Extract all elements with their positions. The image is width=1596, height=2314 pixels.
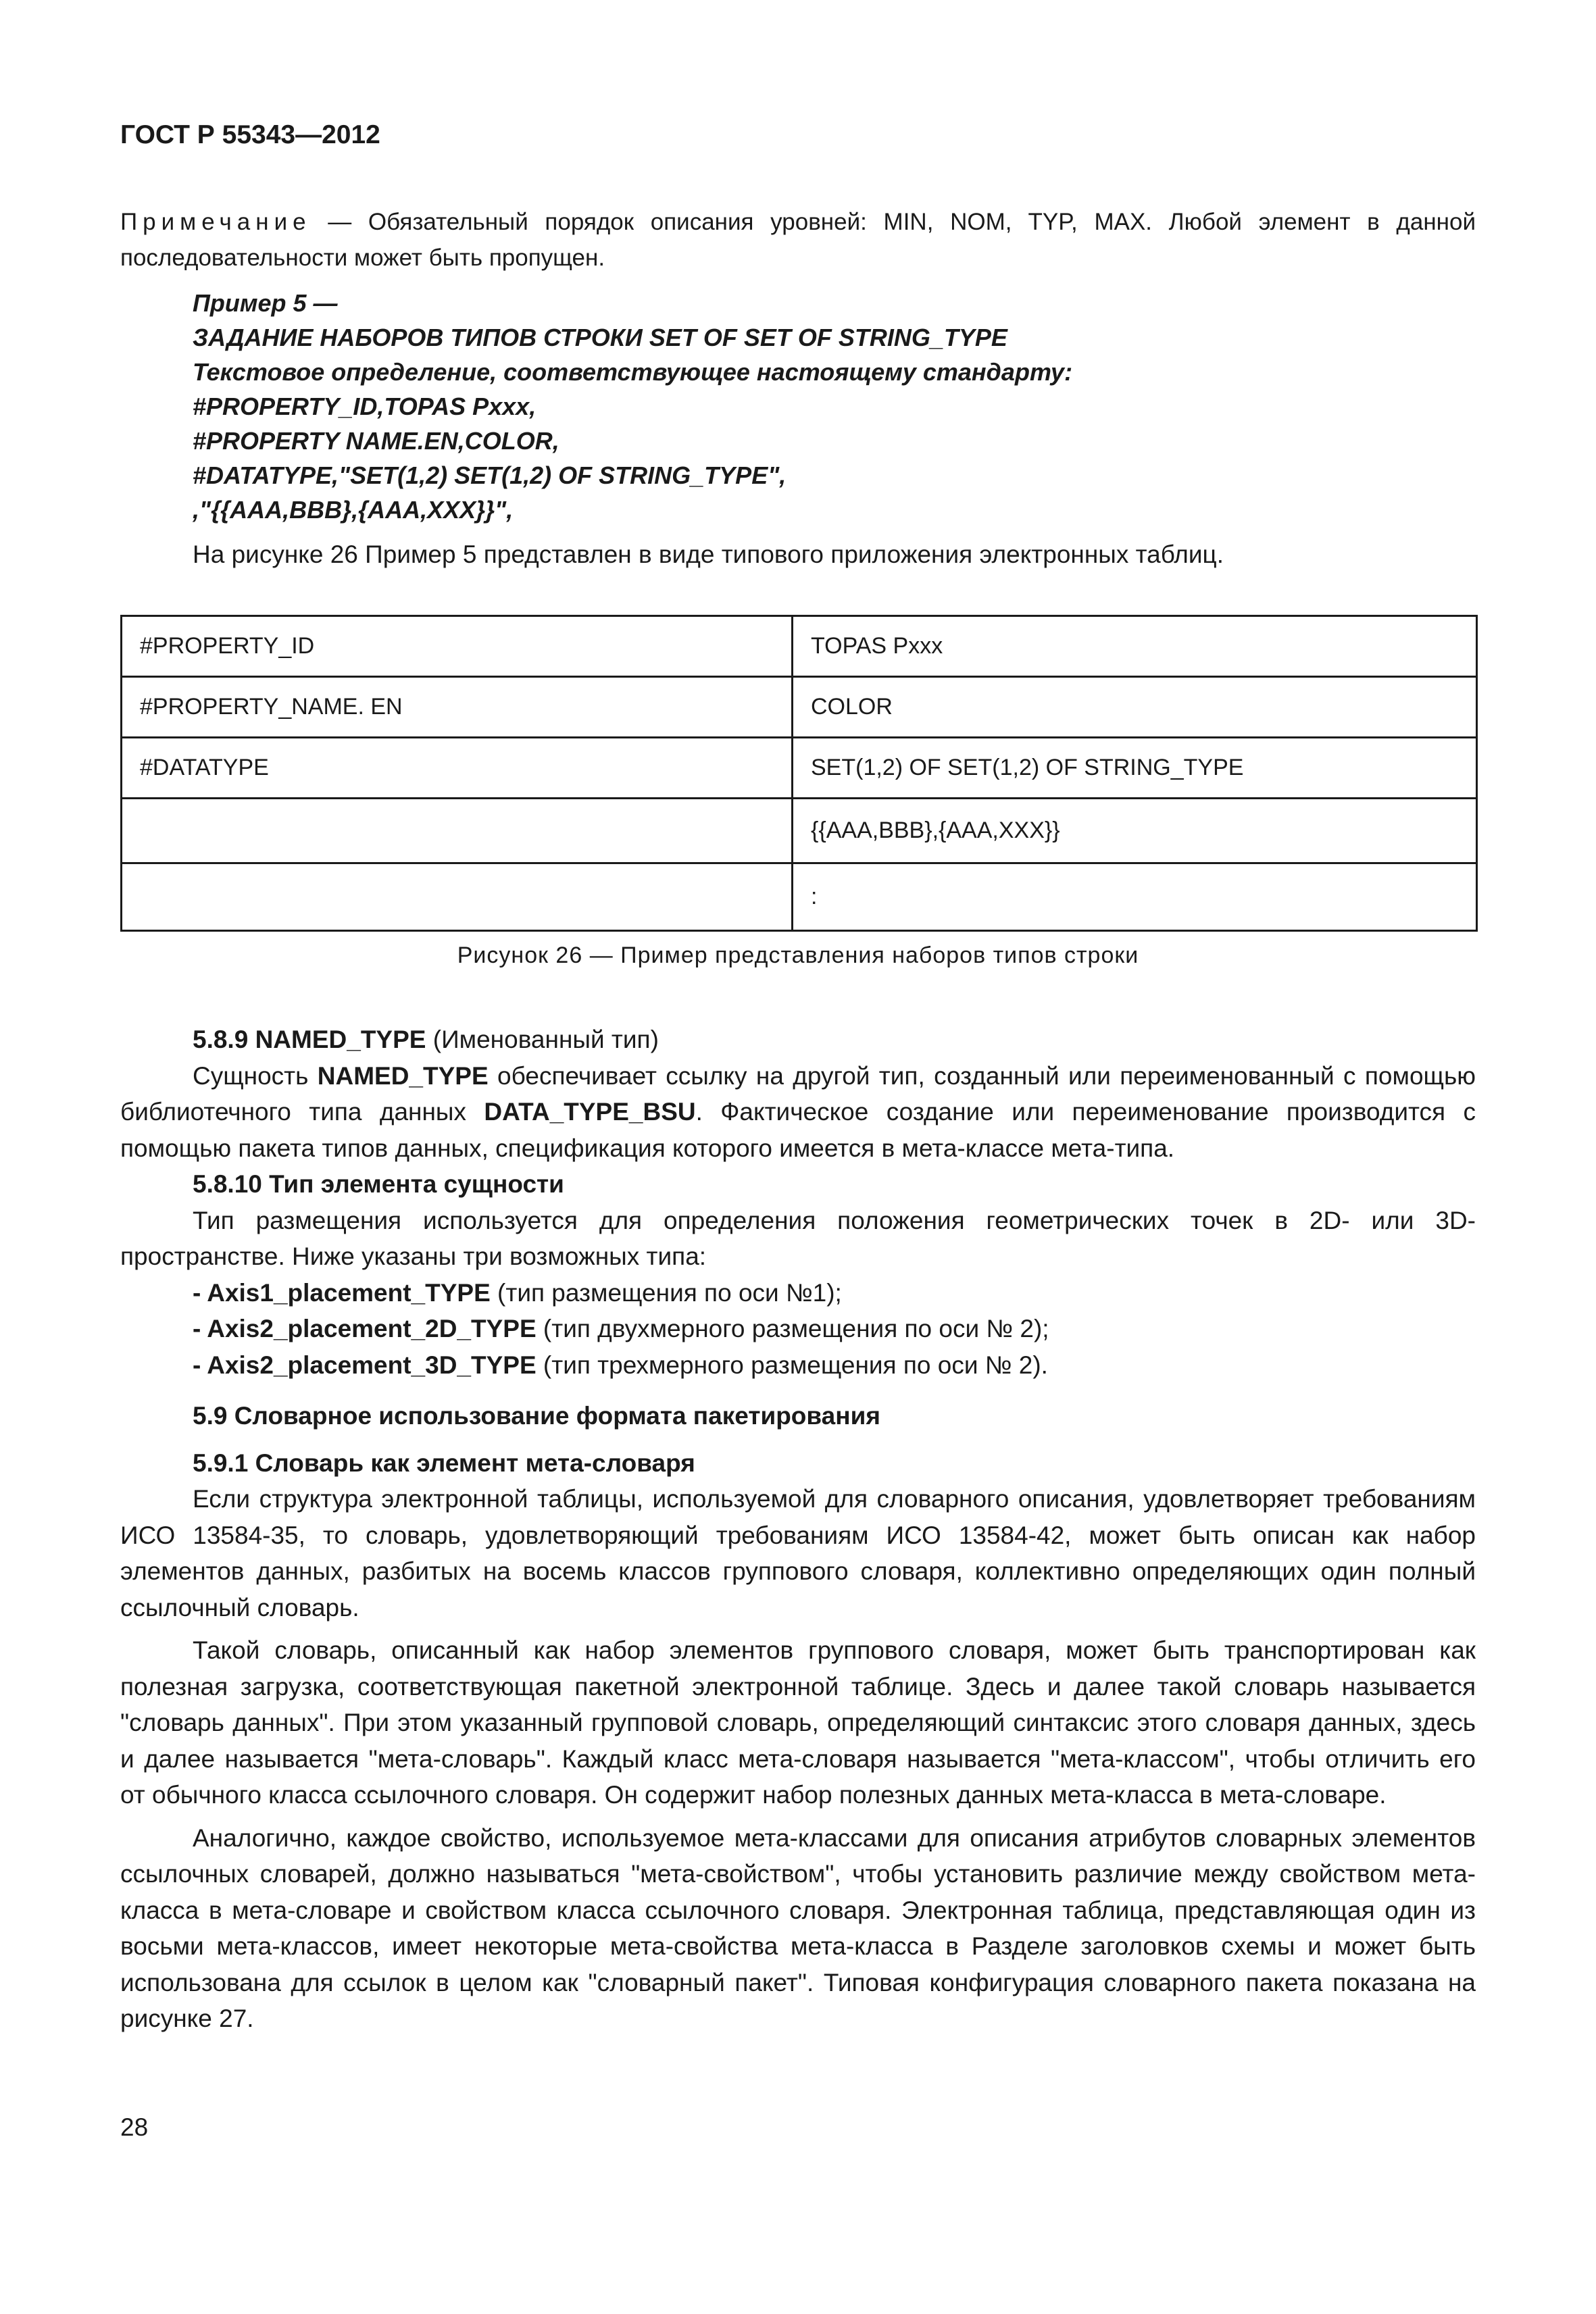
section-number: 5.8.9 bbox=[193, 1026, 255, 1053]
paragraph: Тип размещения используется для определения положения геометрических точек в 2D- или 3D-пространстве. Ниже указаны три возможных типа: bbox=[120, 1206, 1476, 1270]
table-cell bbox=[122, 799, 793, 863]
example-line: ЗАДАНИЕ НАБОРОВ ТИПОВ СТРОКИ SET OF SET OF STRING_TYPE bbox=[193, 324, 1007, 351]
table-cell: COLOR bbox=[793, 677, 1477, 738]
paragraph: Аналогично, каждое свойство, используемое мета-классами для описания атрибутов словарных элементов ссылочных словарей, должно называться "мета-свойством", чтобы установить различие между свойством мета-класса в мета-словаре и свойством класса ссылочного словаря. Электронная таблица, представляющая один из восьми мета-классов, имеет некоторые мета-свойства мета-класса в Разделе заголовков схемы и может быть использована для ссылок в целом как "словарный пакет". Типовая конфигурация словарного пакета показана на рисунке 27. bbox=[120, 1823, 1476, 2032]
table-row bbox=[122, 738, 1477, 799]
table-row bbox=[122, 677, 1477, 738]
term: - Axis1_placement_TYPE bbox=[193, 1278, 491, 1307]
note-text: — Обязательный порядок описания уровней: MIN, NOM, TYP, MAX. Любой элемент в данной последовательности может быть пропущен. bbox=[120, 209, 1476, 271]
example-block bbox=[193, 286, 1476, 527]
table-cell: #DATATYPE bbox=[122, 738, 793, 799]
example-line: Текстовое определение, соответствующее настоящему стандарту: bbox=[193, 358, 1073, 386]
table-cell: {{AAA,BBB},{AAA,XXX}} bbox=[793, 799, 1477, 863]
text-run: (тип двухмерного размещения по оси № 2); bbox=[536, 1315, 1049, 1342]
section-heading bbox=[120, 1022, 1476, 1058]
paragraph bbox=[120, 1058, 1476, 1167]
text-run: . Фактическое создание или переименование производится с помощью пакета типов данных, спецификация которого имеется в мета-классе мета-типа. bbox=[120, 1098, 1476, 1162]
list-item bbox=[120, 1275, 1476, 1311]
term: - Axis2_placement_3D_TYPE bbox=[193, 1351, 537, 1379]
body-text bbox=[120, 1022, 1476, 2037]
standard-header: ГОСТ Р 55343—2012 bbox=[120, 120, 380, 149]
example-line: #PROPERTY NAME.EN,COLOR, bbox=[193, 427, 559, 455]
example-line: #PROPERTY_ID,TOPAS Pxxx, bbox=[193, 393, 537, 420]
text-run: (тип трехмерного размещения по оси № 2). bbox=[536, 1351, 1048, 1379]
section-subtitle: (Именованный тип) bbox=[426, 1026, 659, 1053]
figure-caption: Рисунок 26 — Пример представления наборов типов строки bbox=[457, 942, 1139, 968]
text-run: (тип размещения по оси №1); bbox=[490, 1278, 842, 1307]
example-line: ,"{{AAA,BBB},{AAA,XXX}}", bbox=[193, 496, 514, 524]
term: DATA_TYPE_BSU bbox=[484, 1098, 696, 1126]
paragraph: Если структура электронной таблицы, используемой для словарного описания, удовлетворяет требованиям ИСО 13584-35, то словарь, удовлетворяющий требованиям ИСО 13584-42, может быть описан как набор элементов данных, разбитых на восемь классов группового словаря, коллективно определяющих один полный ссылочный словарь. bbox=[120, 1485, 1476, 1621]
table-cell: #PROPERTY_NAME. EN bbox=[122, 677, 793, 738]
table-row bbox=[122, 863, 1477, 931]
page-number: 28 bbox=[120, 2113, 149, 2141]
table-cell bbox=[122, 863, 793, 931]
note-lead: Примечание bbox=[120, 209, 311, 235]
table-cell: #PROPERTY_ID bbox=[122, 616, 793, 677]
table-cell: SET(1,2) OF SET(1,2) OF STRING_TYPE bbox=[793, 738, 1477, 799]
table-row bbox=[122, 616, 1477, 677]
note-paragraph bbox=[120, 204, 1476, 276]
table-cell: : bbox=[793, 863, 1477, 931]
paragraph: Такой словарь, описанный как набор элементов группового словаря, может быть транспортирован как полезная загрузка, соответствующая пакетной электронной таблице. Здесь и далее такой словарь называется "словарь данных". При этом указанный групповой словарь, определяющий синтаксис этого словаря данных, здесь и далее называется "мета-словарь". Каждый класс мета-словаря называется "мета-классом", чтобы отличить его от обычного класса ссылочного словаря. Он содержит набор полезных данных мета-класса в мета-словаре. bbox=[120, 1636, 1476, 1809]
section-name: NAMED_TYPE bbox=[255, 1026, 426, 1053]
text-run: обеспечивает ссылку на другой тип, созданный или переименованный с помощью библиотечного типа данных bbox=[120, 1061, 1476, 1126]
section-heading: 5.8.10 Тип элемента сущности bbox=[193, 1170, 564, 1198]
example-line: #DATATYPE,"SET(1,2) SET(1,2) OF STRING_TYPE", bbox=[193, 461, 787, 489]
properties-table bbox=[120, 615, 1478, 932]
list-item bbox=[120, 1311, 1476, 1347]
table-row bbox=[122, 799, 1477, 863]
section-heading: 5.9.1 Словарь как элемент мета-словаря bbox=[193, 1449, 695, 1477]
table-cell: TOPAS Pxxx bbox=[793, 616, 1477, 677]
term: NAMED_TYPE bbox=[317, 1061, 489, 1090]
term: - Axis2_placement_2D_TYPE bbox=[193, 1315, 537, 1342]
list-item bbox=[120, 1347, 1476, 1384]
section-heading: 5.9 Словарное использование формата пакетирования bbox=[193, 1402, 880, 1430]
example-line: Пример 5 — bbox=[193, 289, 338, 317]
figure-intro: На рисунке 26 Пример 5 представлен в виде типового приложения электронных таблиц. bbox=[193, 540, 1224, 568]
text-run: Сущность bbox=[193, 1061, 318, 1090]
